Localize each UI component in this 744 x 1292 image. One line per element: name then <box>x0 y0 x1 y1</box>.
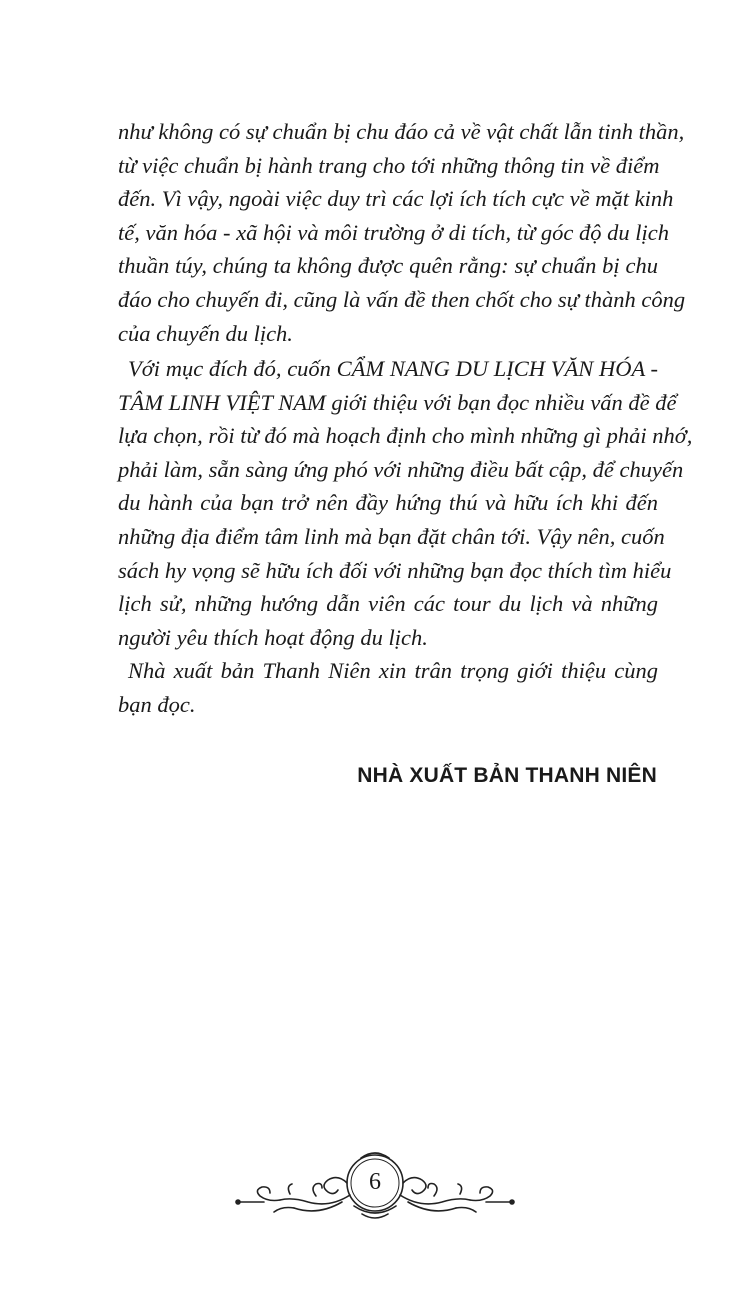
paragraph-2 <box>118 352 693 654</box>
text-line: từ việc chuẩn bị hành trang cho tới những thông tin về điểm <box>118 152 660 178</box>
text-line: Với mục đích đó, cuốn CẨM NANG DU LỊCH VĂN HÓA - <box>128 356 658 381</box>
text-line: của chuyến du lịch. <box>118 320 293 346</box>
text-line: sách hy vọng sẽ hữu ích đối với những bạn đọc thích tìm hiểu <box>118 557 672 583</box>
text-line: những địa điểm tâm linh mà bạn đặt chân tới. Vậy nên, cuốn <box>118 523 665 549</box>
paragraph-1 <box>118 115 686 350</box>
paragraph-3 <box>118 654 658 721</box>
page-number: 6 <box>369 1169 381 1195</box>
publisher-signature: NHÀ XUẤT BẢN THANH NIÊN <box>357 764 657 787</box>
text-line: du hành của bạn trở nên đầy hứng thú và hữu ích khi đến <box>118 490 658 516</box>
text-line: tế, văn hóa - xã hội và môi trường ở di tích, từ góc độ du lịch <box>118 219 669 245</box>
text-line: đáo cho chuyến đi, cũng là vấn đề then chốt cho sự thành công <box>118 286 686 312</box>
text-line: Nhà xuất bản Thanh Niên xin trân trọng giới thiệu cùng <box>128 658 658 683</box>
text-line: đến. Vì vậy, ngoài việc duy trì các lợi ích tích cực về mặt kinh <box>118 186 674 212</box>
text-line: phải làm, sẵn sàng ứng phó với những điều bất cập, để chuyến <box>118 456 684 482</box>
text-line: người yêu thích hoạt động du lịch. <box>118 624 428 650</box>
text-line: thuần túy, chúng ta không được quên rằng: sự chuẩn bị chu <box>118 253 658 279</box>
text-line: lựa chọn, rồi từ đó mà hoạch định cho mình những gì phải nhớ, <box>118 423 693 449</box>
text-line: như không có sự chuẩn bị chu đáo cả về vật chất lẫn tinh thần, <box>118 119 685 144</box>
text-line: TÂM LINH VIỆT NAM giới thiệu với bạn đọc nhiều vấn đề để <box>118 389 677 415</box>
text-line: bạn đọc. <box>118 691 196 717</box>
text-line: lịch sử, những hướng dẫn viên các tour du lịch và những <box>118 591 658 617</box>
page-footer <box>230 1150 520 1230</box>
